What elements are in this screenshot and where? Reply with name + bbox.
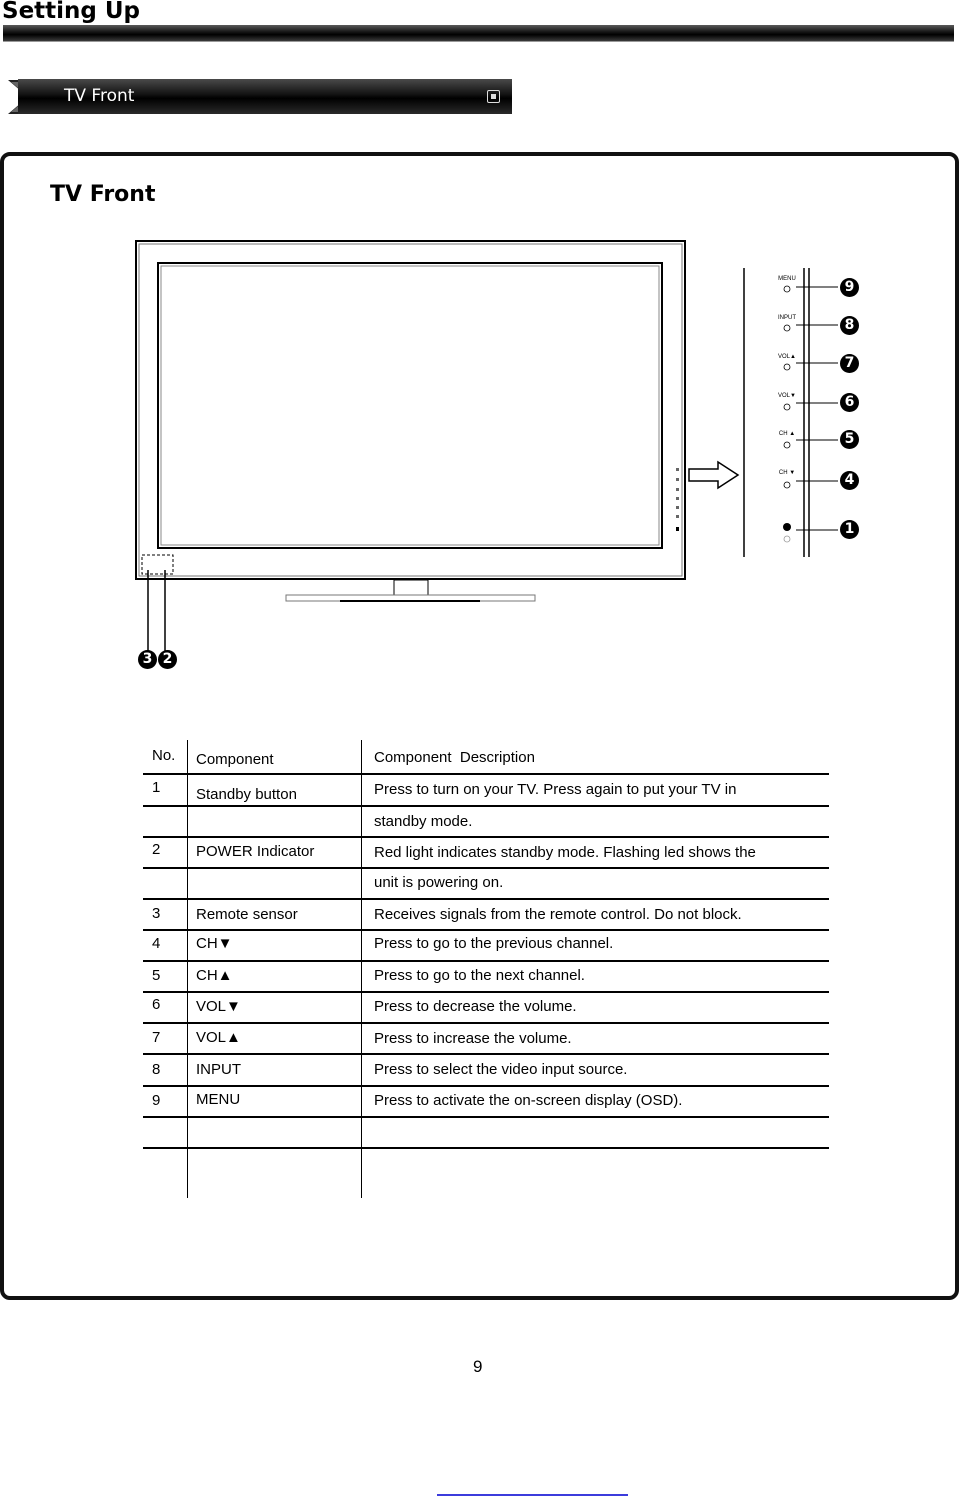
callout-5: 5 xyxy=(840,430,859,449)
header-component: Component xyxy=(196,751,274,768)
row-component: INPUT xyxy=(196,1061,241,1078)
row-component: Remote sensor xyxy=(196,906,298,923)
row-no: 5 xyxy=(152,967,161,984)
row-description: Red light indicates standby mode. Flashing led shows the xyxy=(374,844,756,861)
callout-1: 1 xyxy=(840,520,859,539)
side-label-ch-down: CH ▼ xyxy=(778,470,796,476)
side-label-input: INPUT xyxy=(778,315,796,321)
row-component: CH▼ xyxy=(196,935,233,952)
row-no: 7 xyxy=(152,1029,161,1046)
callout-2: 2 xyxy=(158,650,177,669)
callout-4: 4 xyxy=(840,471,859,490)
tv-stand-neck xyxy=(394,580,428,595)
callout-6: 6 xyxy=(840,393,859,412)
row-component: VOL▼ xyxy=(196,998,241,1015)
row-no: 8 xyxy=(152,1061,161,1078)
row-component: POWER Indicator xyxy=(196,843,315,860)
page-title: Setting Up xyxy=(2,0,141,24)
page-number: 9 xyxy=(473,1357,483,1376)
row-no: 2 xyxy=(152,841,161,858)
side-label-vol-up: VOL▲ xyxy=(778,354,796,360)
row-description: Receives signals from the remote control. Do not block. xyxy=(374,906,742,923)
header-no: No. xyxy=(152,747,176,764)
row-description: Press to increase the volume. xyxy=(374,1030,572,1047)
callout-9: 9 xyxy=(840,278,859,297)
row-component: Standby button xyxy=(196,786,297,803)
row-description: standby mode. xyxy=(374,813,473,830)
side-label-vol-down: VOL▼ xyxy=(778,393,796,399)
panel-title: TV Front xyxy=(50,182,156,207)
header-description: Component Description xyxy=(374,749,535,766)
arrow-right-icon xyxy=(688,460,740,490)
section-tab-label: TV Front xyxy=(64,86,135,106)
row-component: CH▲ xyxy=(196,967,233,984)
tv-screen xyxy=(158,263,662,548)
row-no: 9 xyxy=(152,1092,161,1109)
header-bar xyxy=(3,25,954,42)
row-description: Press to activate the on-screen display (OSD). xyxy=(374,1092,683,1109)
side-label-ch-up: CH ▲ xyxy=(778,431,796,437)
side-label-menu: MENU xyxy=(778,276,796,282)
row-component: MENU xyxy=(196,1091,241,1108)
callout-leaders-bottom xyxy=(140,570,180,660)
row-no: 6 xyxy=(152,996,161,1013)
callout-3: 3 xyxy=(138,650,157,669)
tv-front-diagram xyxy=(130,235,700,610)
row-no: 4 xyxy=(152,935,161,952)
row-component: VOL▲ xyxy=(196,1029,241,1046)
row-description: unit is powering on. xyxy=(374,874,504,891)
square-icon xyxy=(487,90,500,103)
side-panel-detail xyxy=(740,265,840,565)
callout-8: 8 xyxy=(840,316,859,335)
row-description: Press to go to the next channel. xyxy=(374,967,585,984)
row-description: Press to go to the previous channel. xyxy=(374,935,614,952)
row-no: 3 xyxy=(152,905,161,922)
row-description: Press to turn on your TV. Press again to put your TV in xyxy=(374,781,737,798)
row-description: Press to select the video input source. xyxy=(374,1061,628,1078)
callout-7: 7 xyxy=(840,354,859,373)
row-no: 1 xyxy=(152,779,161,796)
row-description: Press to decrease the volume. xyxy=(374,998,577,1015)
